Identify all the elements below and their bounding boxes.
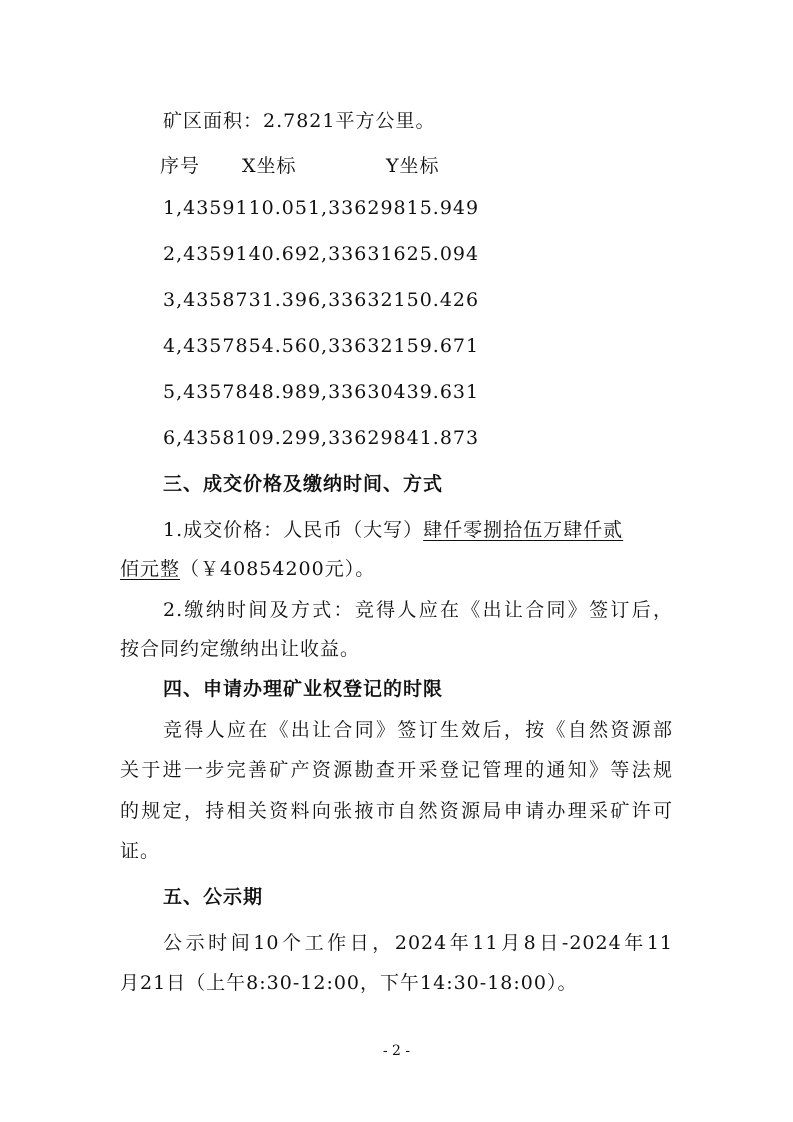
section-5-line: 月21日（上午8:30-12:00，下午14:30-18:00）。: [120, 972, 578, 994]
coordinate-row: 1,4359110.051,33629815.949: [163, 197, 480, 219]
section-4-line: 证。: [120, 840, 161, 862]
section-5-line: 公示时间10个工作日，2024年11月8日-2024年11: [163, 932, 673, 954]
price-upper-first: 肆仟零捌拾伍万肆仟贰: [423, 519, 624, 541]
coordinate-row: 5,4357848.989,33630439.631: [163, 381, 480, 403]
section-4-heading: 四、申请办理矿业权登记的时限: [163, 678, 444, 700]
section-3-heading: 三、成交价格及缴纳时间、方式: [163, 473, 444, 495]
coordinate-row: 6,4358109.299,33629841.873: [163, 427, 480, 449]
header-y: Y坐标: [386, 155, 440, 177]
section-4-line: 的规定，持相关资料向张掖市自然资源局申请办理采矿许可: [120, 800, 673, 822]
payment-line-2: 按合同约定缴纳出让收益。: [120, 638, 361, 660]
mine-area-text: 矿区面积：2.7821平方公里。: [163, 110, 436, 132]
payment-line-1: 2.缴纳时间及方式：竞得人应在《出让合同》签订后，: [163, 599, 673, 621]
section-4-line: 关于进一步完善矿产资源勘查开采登记管理的通知》等法规: [120, 759, 673, 781]
header-x: X坐标: [242, 155, 297, 177]
coordinate-header: [160, 152, 440, 180]
price-upper-second: 佰元整: [120, 558, 181, 580]
coordinate-row: 2,4359140.692,33631625.094: [163, 243, 480, 265]
price-line-2: [120, 555, 375, 583]
price-line-1: [163, 516, 623, 544]
coordinate-row: 4,4357854.560,33632159.671: [163, 335, 480, 357]
price-prefix: 1.成交价格：人民币（大写）: [163, 519, 424, 541]
coordinate-row: 3,4358731.396,33632150.426: [163, 289, 480, 311]
price-number: （￥40854200元）。: [180, 558, 376, 580]
page-number: - 2 -: [382, 1043, 411, 1059]
section-5-heading: 五、公示期: [163, 886, 264, 908]
section-4-line: 竞得人应在《出让合同》签订生效后，按《自然资源部: [163, 719, 673, 741]
header-seq: 序号: [160, 155, 201, 177]
